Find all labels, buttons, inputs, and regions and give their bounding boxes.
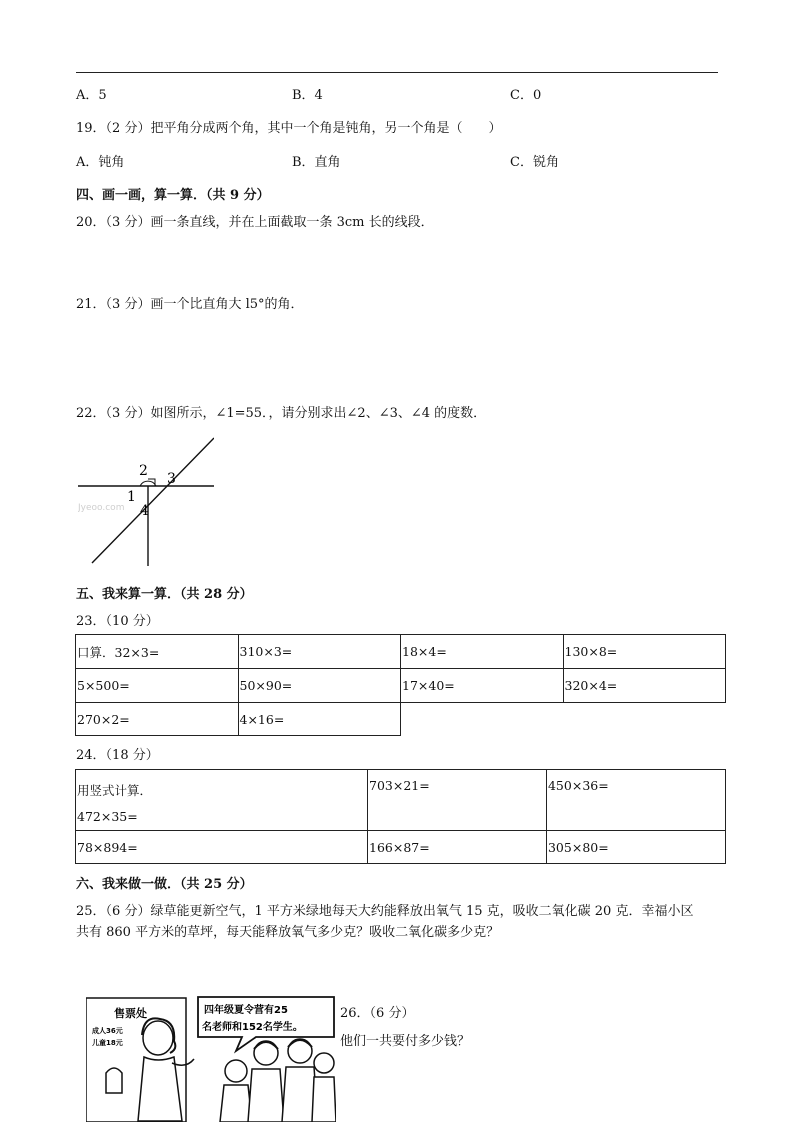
table-row xyxy=(76,831,726,864)
empty-cell xyxy=(401,703,564,736)
angle-label-2: 2 xyxy=(139,463,148,479)
watermark: Jyeoo.com xyxy=(78,503,125,513)
ticket-window xyxy=(106,1068,122,1093)
table-cell: 310×3= xyxy=(238,635,401,669)
child-head xyxy=(225,1060,247,1082)
q24-item: 472×35= xyxy=(77,809,138,824)
table-cell: 5×500= xyxy=(76,669,239,703)
table-cell: 305×80= xyxy=(546,831,725,864)
q19-question: 19．（2 分）把平角分成两个角，其中一个角是钝角，另一个角是（ ） xyxy=(76,121,502,136)
top-rule xyxy=(76,72,718,73)
q25-line2: 共有 860 平方米的草坪，每天能释放氧气多少克？吸收二氧化碳多少克？ xyxy=(76,925,500,940)
child-body xyxy=(220,1085,252,1122)
table-cell: 口算．32×3= xyxy=(76,635,239,669)
q24-title: 24．（18 分） xyxy=(76,748,159,763)
q20-question: 20．（3 分）画一条直线，并在上面截取一条 3cm 长的线段． xyxy=(76,215,434,230)
bubble-line1: 四年级夏令营有25 xyxy=(204,1005,288,1016)
girl-head xyxy=(314,1053,334,1073)
table-cell: 450×36= xyxy=(546,770,725,831)
table-row xyxy=(76,703,726,736)
table-cell: 50×90= xyxy=(238,669,401,703)
angle-label-1: 1 xyxy=(127,489,136,505)
q19-option-c: C．锐角 xyxy=(510,155,559,170)
q18-option-b: B．4 xyxy=(292,88,323,103)
q26-question: 他们一共要付多少钱？ xyxy=(340,1034,471,1049)
angle-label-4: 4 xyxy=(140,503,149,519)
section5-title: 五、我来算一算．（共 28 分） xyxy=(76,587,253,602)
table-cell: 18×4= xyxy=(401,635,564,669)
table-cell: 4×16= xyxy=(238,703,401,736)
angle-arc xyxy=(140,481,156,486)
table-cell: 17×40= xyxy=(401,669,564,703)
q18-option-a: A．5 xyxy=(76,88,107,103)
table-cell: 78×894= xyxy=(76,831,368,864)
table-row xyxy=(76,770,726,831)
q24-table xyxy=(75,769,726,864)
bubble-line2: 名老师和152名学生。 xyxy=(202,1022,303,1033)
q19-option-b: B．直角 xyxy=(292,155,341,170)
section6-title: 六、我来做一做．（共 25 分） xyxy=(76,877,253,892)
student-body xyxy=(248,1069,284,1122)
q23-table xyxy=(75,634,726,736)
table-cell: 130×8= xyxy=(563,635,726,669)
seller-body xyxy=(138,1057,182,1121)
angle-label-3: 3 xyxy=(167,471,176,487)
table-cell: 320×4= xyxy=(563,669,726,703)
table-cell xyxy=(76,770,368,831)
q18-option-c: C．0 xyxy=(510,88,542,103)
section4-title: 四、画一画，算一算．（共 9 分） xyxy=(76,188,270,203)
q23-title: 23．（10 分） xyxy=(76,614,159,629)
ticket-office-illustration xyxy=(86,993,336,1122)
girl-body xyxy=(312,1077,336,1122)
table-cell: 270×2= xyxy=(76,703,239,736)
q19-option-a: A．钝角 xyxy=(76,155,125,170)
seller-head xyxy=(143,1021,173,1055)
q21-question: 21．（3 分）画一个比直角大 l5°的角． xyxy=(76,297,304,312)
q22-question: 22．（3 分）如图所示，∠1=55．，请分别求出∠2、∠3、∠4 的度数． xyxy=(76,406,487,421)
q24-intro: 用竖式计算． xyxy=(77,783,153,798)
child-price: 儿童18元 xyxy=(92,1039,123,1047)
table-row xyxy=(76,635,726,669)
angle-figure xyxy=(78,433,214,566)
table-cell: 166×87= xyxy=(368,831,547,864)
q26-title: 26．（6 分） xyxy=(340,1006,415,1021)
table-row xyxy=(76,669,726,703)
empty-cell xyxy=(563,703,726,736)
q25-line1: 25．（6 分）绿草能更新空气，1 平方米绿地每天大约能释放出氧气 15 克，吸收二氧化碳 20 克．幸福小区 xyxy=(76,904,694,919)
adult-price: 成人36元 xyxy=(92,1027,123,1035)
ticket-sign: 售票处 xyxy=(114,1007,147,1020)
diagonal-line xyxy=(92,438,214,563)
right-angle-mark xyxy=(148,479,155,486)
table-cell: 703×21= xyxy=(368,770,547,831)
